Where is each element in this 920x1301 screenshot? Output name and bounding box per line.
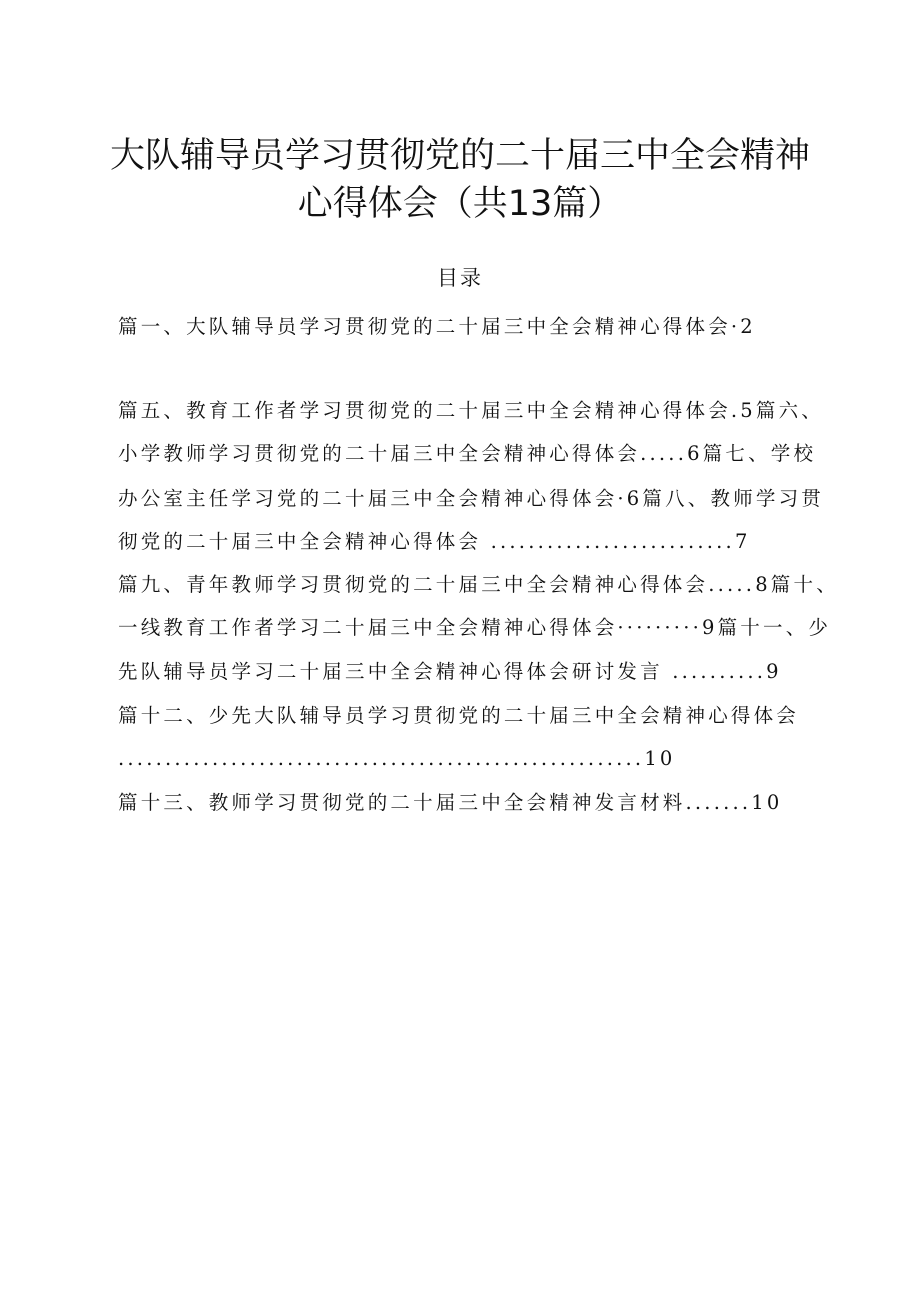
document-title-line-1: 大队辅导员学习贯彻党的二十届三中全会精神	[109, 136, 810, 176]
toc-line[interactable]: 小学教师学习贯彻党的二十届三中全会精神心得体会.....6篇七、学校	[118, 442, 817, 465]
toc-line[interactable]: 办公室主任学习党的二十届三中全会精神心得体会·6篇八、教师学习贯	[118, 487, 825, 510]
toc-line[interactable]: 一线教育工作者学习二十届三中全会精神心得体会·········9篇十一、少	[118, 616, 832, 639]
toc-line[interactable]: 篇十三、教师学习贯彻党的二十届三中全会精神发言材料.......10	[118, 791, 783, 814]
toc-line[interactable]: ........................................................10	[118, 747, 676, 770]
toc-line[interactable]: 篇一、大队辅导员学习贯彻党的二十届三中全会精神心得体会·2	[118, 315, 756, 338]
toc-line[interactable]: 篇五、教育工作者学习贯彻党的二十届三中全会精神心得体会.5篇六、	[118, 399, 825, 422]
toc-heading: 目录	[437, 266, 483, 290]
toc-line[interactable]: 先队辅导员学习二十届三中全会精神心得体会研讨发言 ..........9	[118, 660, 782, 683]
document-title-line-2: 心得体会（共13篇）	[297, 184, 623, 224]
toc-line[interactable]: 篇九、青年教师学习贯彻党的二十届三中全会精神心得体会.....8篇十、	[118, 573, 839, 596]
toc-line[interactable]: 彻党的二十届三中全会精神心得体会 ..........................7	[118, 530, 751, 553]
toc-line[interactable]: 篇十二、少先大队辅导员学习贯彻党的二十届三中全会精神心得体会	[118, 704, 800, 727]
